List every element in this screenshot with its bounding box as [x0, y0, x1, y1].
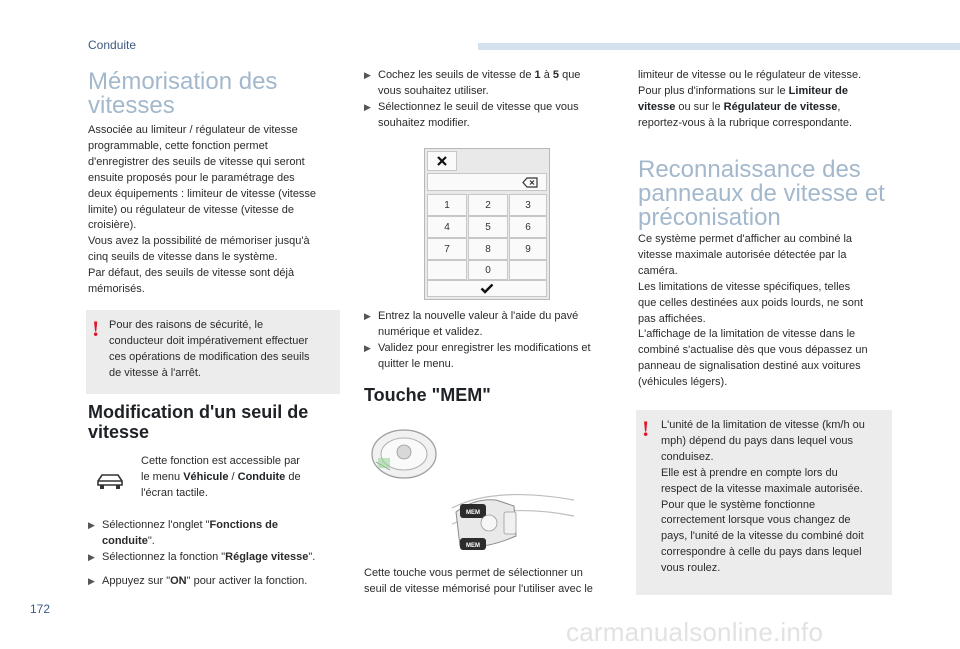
unit-note	[636, 410, 892, 595]
intro-line: cinq seuils de vitesse dans le système.	[88, 251, 278, 264]
close-key[interactable]	[427, 151, 457, 171]
step-item	[364, 100, 620, 132]
step-item	[364, 341, 620, 373]
bullet-icon: ▶	[88, 551, 95, 562]
menu-conduite: Conduite	[237, 470, 286, 483]
intro-line: d'enregistrer des seuils de vitesse qui seront	[88, 155, 305, 168]
keypad-display	[427, 173, 547, 191]
note-line: Pour des raisons de sécurité, le	[109, 319, 264, 331]
recognition-title-line: panneaux de vitesse et	[638, 180, 885, 207]
modification-heading-line2: vitesse	[88, 422, 150, 442]
step-item	[88, 574, 350, 590]
note-line: conducteur doit impérativement effectuer	[109, 334, 309, 347]
steps-list	[88, 518, 350, 590]
step-text: Cochez les seuils de vitesse de 1 à 5 que vous souhaitez utiliser.	[378, 69, 581, 97]
intro-line: mémorisés.	[88, 283, 145, 296]
note-line: ces opérations de modification des seuils	[109, 350, 310, 363]
warning-icon: !	[92, 316, 100, 341]
page-title-line1: Mémorisation des	[88, 68, 278, 95]
note-line: vous roulez.	[661, 562, 721, 575]
body-line: que celles destinées aux poids lourds, ne sont	[638, 296, 864, 309]
steering-wheel-icon	[372, 430, 436, 478]
bullet-icon: ▶	[364, 70, 371, 80]
backspace-icon[interactable]	[522, 177, 538, 188]
key-8[interactable]: 8	[468, 238, 508, 260]
section-label: Conduite	[88, 38, 137, 52]
continuation-line: limiteur de vitesse ou le régulateur de vitesse.	[638, 69, 862, 81]
key-7[interactable]: 7	[427, 238, 467, 260]
step-text: Entrez la nouvelle valeur à l'aide du pavé numérique et validez.	[378, 310, 579, 338]
safety-note	[86, 310, 340, 394]
validate-key[interactable]	[427, 280, 547, 297]
intro-line: deux équipements : limiteur de vitesse (vitesse	[88, 187, 317, 200]
note-line: Pour que le système fonctionne	[661, 498, 816, 511]
modification-heading	[88, 402, 308, 442]
warning-icon: !	[642, 416, 650, 441]
recognition-title-line: Reconnaissance des	[638, 156, 861, 183]
step-text: Validez pour enregistrer les modifications et quitter le menu.	[378, 341, 591, 370]
body-line: (véhicules légers).	[638, 376, 728, 389]
header-bar	[478, 43, 960, 50]
right-continuation	[638, 68, 898, 132]
key-5[interactable]: 5	[468, 216, 508, 238]
note-line: L'unité de la limitation de vitesse (km/h ou	[661, 419, 865, 431]
intro-line: Par défaut, des seuils de vitesse sont déjà	[88, 267, 295, 280]
body-line: vitesse maximale autorisée détectée par la	[638, 248, 847, 261]
tablet-access-text	[141, 454, 341, 502]
body-line: caméra.	[638, 264, 678, 277]
menu-vehicule: Véhicule	[183, 470, 229, 483]
step-text: Appuyez sur "ON" pour activer la fonction.	[102, 574, 308, 587]
intro-line: ensuite proposés pour le paramétrage des	[88, 171, 295, 184]
bullet-icon: ▶	[364, 342, 371, 353]
step-text: Sélectionnez la fonction "Réglage vitesse".	[102, 550, 316, 563]
intro-line: programmable, cette fonction permet	[88, 139, 268, 152]
step-item	[364, 68, 620, 100]
intro-line: limite) ou régulateur de vitesse (vitesse de	[88, 203, 295, 216]
tablet-line: Cette fonction est accessible par	[141, 455, 300, 467]
note-line: de vitesse à l'arrêt.	[109, 366, 201, 379]
continuation-line: vitesse ou sur le Régulateur de vitesse,	[638, 100, 841, 113]
key-0[interactable]: 0	[468, 260, 508, 280]
body-line: L'affichage de la limitation de vitesse dans le	[638, 328, 856, 341]
unit-note-text	[661, 418, 889, 577]
cruise-stalk-icon	[452, 495, 574, 550]
mem-line: Cette touche vous permet de sélectionner un	[364, 567, 583, 579]
step-item	[88, 518, 350, 550]
mem-line: seuil de vitesse mémorisé pour l'utiliser avec le	[364, 582, 593, 595]
body-line: combiné s'actualise dès que vous dépassez un	[638, 344, 868, 357]
body-line: Ce système permet d'afficher au combiné la	[638, 233, 853, 245]
mem-description	[364, 566, 624, 598]
check-icon	[480, 283, 494, 294]
intro-line: croisière).	[88, 219, 137, 232]
recognition-body	[638, 232, 898, 391]
step-text: Sélectionnez le seuil de vitesse que vous souhaitez modifier.	[378, 100, 579, 129]
step-item	[88, 550, 350, 566]
key-blank-right	[509, 260, 547, 280]
recognition-title	[638, 158, 885, 230]
body-line: pas affichées.	[638, 312, 706, 325]
page-number: 172	[30, 602, 51, 616]
page-title	[88, 70, 277, 118]
page-title-line2: vitesses	[88, 92, 175, 119]
bullet-icon: ▶	[88, 575, 95, 586]
mem-button-illustration	[364, 420, 590, 560]
note-line: conduisez.	[661, 450, 714, 463]
middle-steps-2	[364, 309, 620, 373]
tablet-line: le menu Véhicule / Conduite de	[141, 470, 301, 483]
mem-label-top: MEM	[466, 510, 480, 516]
key-blank-left	[427, 260, 467, 280]
key-1[interactable]: 1	[427, 194, 467, 216]
key-6[interactable]: 6	[509, 216, 547, 238]
middle-steps	[364, 68, 620, 132]
bullet-icon: ▶	[364, 101, 371, 112]
key-3[interactable]: 3	[509, 194, 547, 216]
intro-line: Associée au limiteur / régulateur de vitesse	[88, 124, 298, 136]
numeric-keypad	[424, 148, 550, 300]
continuation-line: Pour plus d'informations sur le Limiteur de	[638, 84, 848, 97]
recognition-title-line: préconisation	[638, 204, 781, 231]
note-line: mph) dépend du pays dans lequel vous	[661, 434, 854, 447]
step-text: Sélectionnez l'onglet "Fonctions de conduite".	[102, 519, 278, 547]
body-line: Les limitations de vitesse spécifiques, telles	[638, 280, 851, 293]
note-line: pays, l'unité de la vitesse du combiné doit	[661, 530, 864, 543]
key-2[interactable]: 2	[468, 194, 508, 216]
close-icon	[436, 155, 448, 167]
note-line: correctement lorsque vous changez de	[661, 514, 851, 527]
key-4[interactable]: 4	[427, 216, 467, 238]
intro-paragraph	[88, 123, 348, 298]
step-item	[364, 309, 620, 341]
modification-heading-line1: Modification d'un seuil de	[88, 402, 309, 422]
intro-line: Vous avez la possibilité de mémoriser jusqu'à	[88, 235, 310, 248]
watermark: carmanualsonline.info	[566, 617, 824, 647]
safety-note-text	[109, 318, 337, 382]
bullet-icon: ▶	[364, 311, 371, 321]
mem-heading: Touche "MEM"	[364, 385, 491, 405]
note-line: correspondre à celle du pays dans lequel	[661, 546, 862, 559]
note-line: Elle est à prendre en compte lors du	[661, 466, 838, 479]
tablet-line: l'écran tactile.	[141, 486, 208, 499]
body-line: panneau de signalisation destiné aux voitures	[638, 360, 861, 373]
bullet-icon: ▶	[88, 520, 95, 530]
car-icon	[95, 471, 125, 491]
key-9[interactable]: 9	[509, 238, 547, 260]
mem-label-bottom: MEM	[466, 543, 480, 549]
note-line: respect de la vitesse maximale autorisée.	[661, 482, 863, 495]
continuation-line: reportez-vous à la rubrique correspondante.	[638, 116, 853, 129]
